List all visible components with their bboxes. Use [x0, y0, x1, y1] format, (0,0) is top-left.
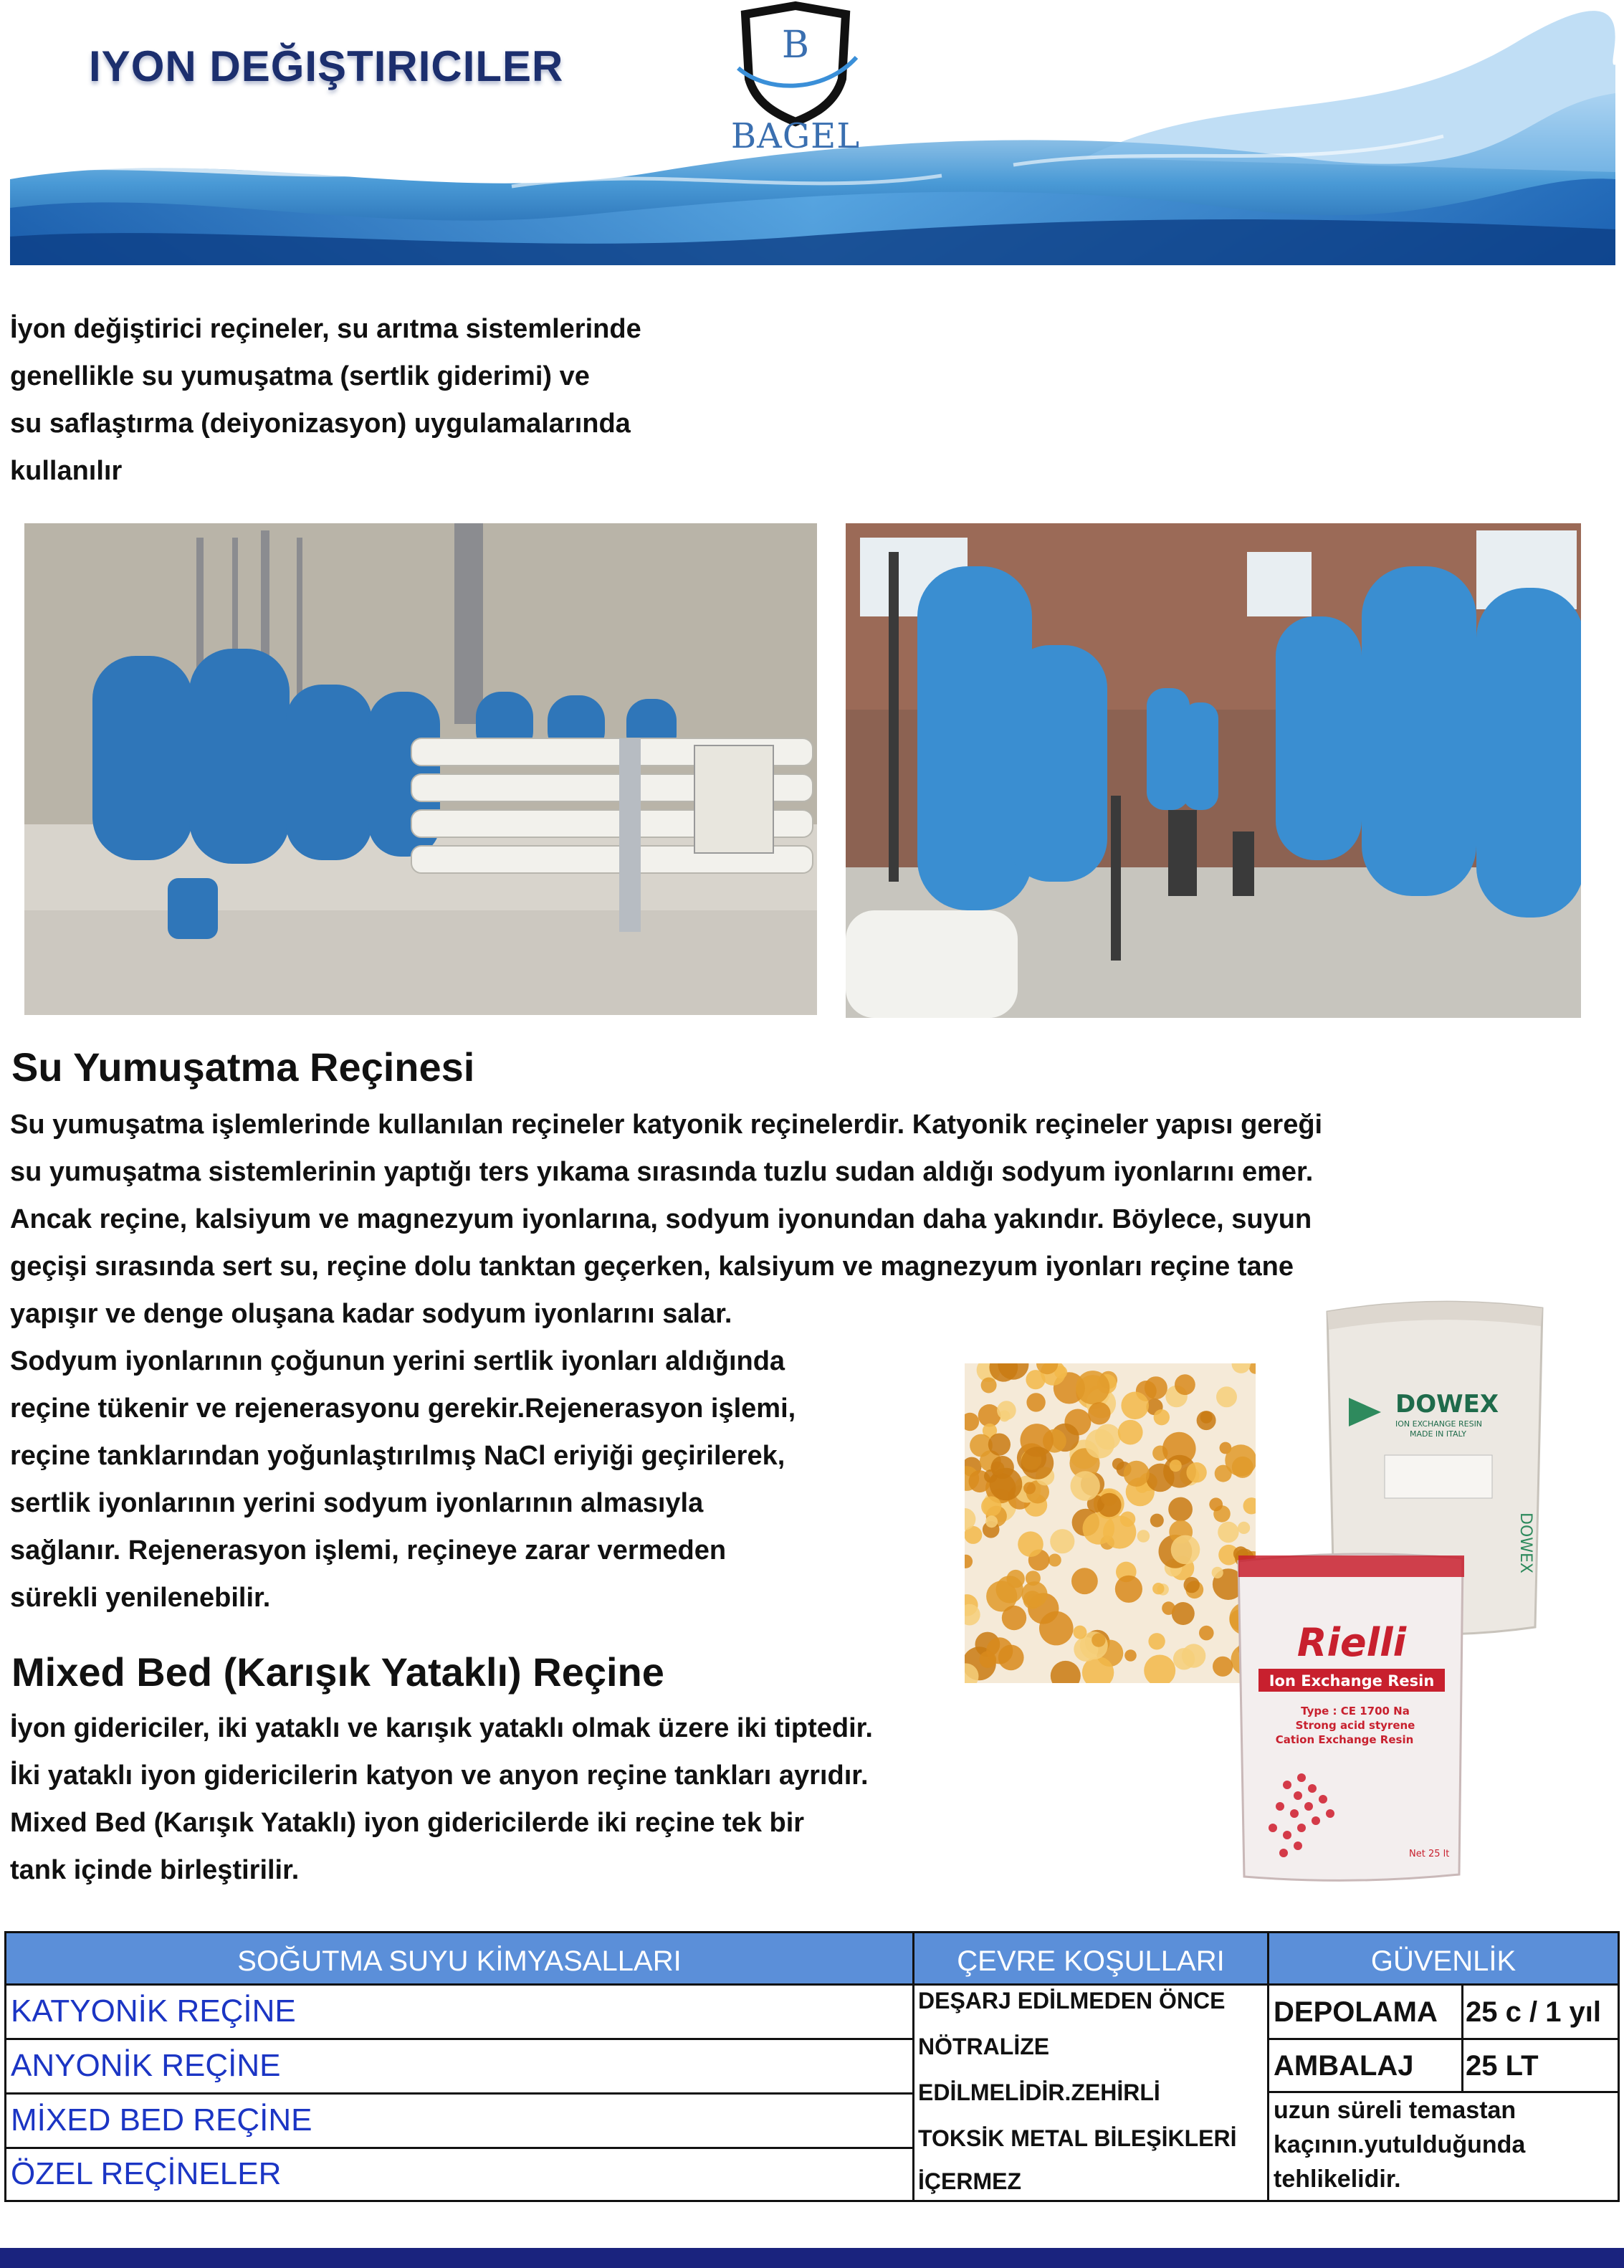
- resin-bead: [1049, 1554, 1061, 1567]
- resin-bead: [1199, 1626, 1214, 1641]
- product-mixed-bed-recine: MİXED BED REÇİNE: [11, 2102, 312, 2138]
- resin-bead: [1023, 1482, 1036, 1495]
- resin-bead: [1121, 1392, 1149, 1420]
- resin-bead: [1124, 1461, 1150, 1487]
- resin-bead: [1088, 1402, 1110, 1424]
- softening-line: sürekli yenilenebilir.: [10, 1583, 271, 1613]
- resin-bead: [1152, 1583, 1164, 1594]
- resin-bead: [1148, 1633, 1165, 1649]
- resin-bead: [1137, 1530, 1150, 1543]
- safety-note-line: tehlikelidir.: [1274, 2165, 1401, 2193]
- resin-bead: [1225, 1444, 1256, 1476]
- brand-name: BAGEL: [730, 116, 861, 156]
- resin-bead: [1018, 1531, 1043, 1557]
- rielli-resin-bag-image: [1230, 1548, 1473, 1885]
- safety-note-line: uzun süreli temastan: [1274, 2097, 1516, 2124]
- storage-value: 25 c / 1 yıl: [1466, 1996, 1602, 2028]
- environment-line: EDİLMELİDİR.ZEHİRLİ: [918, 2079, 1160, 2105]
- intro-paragraph: [10, 305, 641, 495]
- softening-line: reçine tükenir ve rejenerasyonu gerekir.Rejenerasyon işlemi,: [10, 1393, 796, 1424]
- resin-bead: [1083, 1512, 1115, 1545]
- softening-line: Ancak reçine, kalsiyum ve magnezyum iyonlarına, sodyum iyonundan daha yakındır. Böylece, suyun: [10, 1204, 1312, 1234]
- intro-line: su saflaştırma (deiyonizasyon) uygulamalarında: [10, 409, 631, 439]
- column-divider: [1267, 1933, 1269, 2200]
- resin-bead: [1118, 1420, 1143, 1445]
- resin-bead: [1073, 1626, 1086, 1639]
- softening-line: Su yumuşatma işlemlerinde kullanılan reçineler katyonik reçinelerdir. Katyonik reçineler yapısı gereği: [10, 1110, 1323, 1140]
- resin-bead: [1007, 1570, 1025, 1588]
- footer-bar: [0, 2248, 1624, 2268]
- resin-bead: [1076, 1371, 1109, 1404]
- resin-bead: [1175, 1374, 1195, 1395]
- product-spec-table: [4, 1931, 1620, 2202]
- resin-bead: [1186, 1462, 1206, 1482]
- resin-bead: [1162, 1601, 1175, 1615]
- rielli-desc-line: Cation Exchange Resin: [1275, 1733, 1414, 1746]
- environment-line: NÖTRALİZE: [918, 2034, 1050, 2059]
- rielli-type: Type : CE 1700 Na: [1301, 1705, 1410, 1717]
- dowex-side-label: DOWEX: [1516, 1512, 1534, 1573]
- resin-bead: [991, 1456, 1014, 1479]
- resin-beads-photo: [965, 1363, 1256, 1683]
- dowex-subtitle: ION EXCHANGE RESIN: [1395, 1419, 1483, 1429]
- rielli-label: Rielli: [1296, 1620, 1407, 1665]
- mixed-bed-heading: Mixed Bed (Karışık Yataklı) Reçine: [11, 1649, 664, 1695]
- resin-bead: [1071, 1568, 1098, 1594]
- row-divider: [1269, 2038, 1618, 2040]
- resin-bead: [1238, 1522, 1250, 1534]
- resin-bead: [1097, 1493, 1122, 1517]
- resin-bead: [1112, 1458, 1124, 1470]
- logo-letter: B: [781, 24, 810, 67]
- storage-label: DEPOLAMA: [1274, 1996, 1438, 2028]
- softening-line: Sodyum iyonlarının çoğunun yerini sertlik iyonları aldığında: [10, 1346, 785, 1376]
- resin-bead: [1173, 1648, 1195, 1669]
- resin-bead: [1218, 1522, 1238, 1543]
- rielli-subtitle: Ion Exchange Resin: [1269, 1672, 1435, 1690]
- product-ozel-recineler: ÖZEL REÇİNELER: [11, 2156, 282, 2191]
- resin-bead: [1002, 1606, 1026, 1630]
- resin-bead: [1124, 1649, 1137, 1662]
- safety-note-line: kaçının.yutulduğunda: [1274, 2131, 1526, 2158]
- header-safety: GÜVENLİK: [1269, 1933, 1618, 1983]
- softening-line: sertlik iyonlarının yerini sodyum iyonlarının almasıyla: [10, 1488, 704, 1518]
- intro-line: kullanılır: [10, 456, 123, 486]
- resin-bead: [997, 1401, 1016, 1420]
- resin-bead: [1216, 1386, 1237, 1407]
- mixed-bed-line: İyon gidericiler, iki yataklı ve karışık yataklı olmak üzere iki tiptedir.: [10, 1713, 873, 1743]
- resin-bead: [1172, 1602, 1195, 1625]
- softening-line: sağlanır. Rejenerasyon işlemi, reçineye zarar vermeden: [10, 1535, 727, 1566]
- softening-line: yapışır ve denge oluşana kadar sodyum iyonlarını salar.: [10, 1299, 732, 1329]
- resin-bead: [1168, 1497, 1193, 1522]
- rielli-net: Net 25 lt: [1409, 1849, 1450, 1859]
- water-treatment-plant-photo-left: [24, 523, 817, 1015]
- mixed-bed-line: Mixed Bed (Karışık Yataklı) iyon gidericilerde iki reçine tek bir: [10, 1808, 805, 1838]
- mixed-bed-paragraph: [10, 1705, 873, 1894]
- environment-line: DEŞARJ EDİLMEDEN ÖNCE: [918, 1988, 1226, 2014]
- header-environment: ÇEVRE KOŞULLARI: [914, 1933, 1267, 1983]
- resin-bead: [981, 1378, 997, 1393]
- row-divider: [6, 2147, 912, 2149]
- resin-bead: [1021, 1447, 1054, 1480]
- resin-bead: [1071, 1471, 1100, 1500]
- dowex-label: DOWEX: [1395, 1390, 1499, 1419]
- resin-bead: [988, 1434, 1011, 1456]
- product-katyonik-recine: KATYONİK REÇİNE: [11, 1993, 296, 2029]
- packaging-label: AMBALAJ: [1274, 2050, 1414, 2082]
- header-divider: [6, 1983, 1618, 1986]
- resin-bead: [1021, 1581, 1047, 1607]
- water-treatment-plant-photo-right: [846, 523, 1581, 1018]
- mixed-bed-line: İki yataklı iyon gidericilerin katyon ve anyon reçine tankları ayrıdır.: [10, 1760, 869, 1791]
- mixed-bed-line: tank içinde birleştirilir.: [10, 1855, 300, 1885]
- row-divider: [1269, 2091, 1618, 2093]
- intro-line: İyon değiştirici reçineler, su arıtma sistemlerinde: [10, 314, 641, 344]
- resin-bead: [1171, 1535, 1200, 1565]
- resin-bead: [998, 1645, 1024, 1671]
- resin-bead: [1154, 1409, 1170, 1425]
- resin-bead: [981, 1496, 1001, 1516]
- column-divider: [912, 1933, 914, 2200]
- resin-bead: [1026, 1393, 1045, 1411]
- resin-bead: [1115, 1576, 1142, 1603]
- page-title: IYON DEĞIŞTIRICILER: [89, 42, 564, 90]
- rielli-desc-line: Strong acid styrene: [1295, 1719, 1415, 1732]
- dowex-made-in: MADE IN ITALY: [1410, 1429, 1466, 1439]
- resin-bead: [1209, 1497, 1223, 1511]
- resin-bead: [1039, 1611, 1074, 1646]
- resin-bead: [1050, 1529, 1074, 1553]
- resin-bead: [1085, 1429, 1114, 1459]
- resin-bead: [1170, 1459, 1182, 1472]
- environment-line: TOKSİK METAL BİLEŞİKLERİ: [918, 2125, 1237, 2151]
- resin-bead: [1150, 1514, 1164, 1528]
- resin-bead: [1212, 1567, 1223, 1578]
- packaging-value: 25 LT: [1466, 2050, 1539, 2082]
- environment-line: İÇERMEZ: [918, 2168, 1021, 2194]
- resin-bead: [985, 1515, 998, 1528]
- softening-heading: Su Yumuşatma Reçinesi: [11, 1044, 475, 1090]
- resin-bead: [1092, 1633, 1105, 1647]
- resin-bead: [1184, 1577, 1200, 1593]
- intro-line: genellikle su yumuşatma (sertlik giderimi) ve: [10, 361, 590, 391]
- resin-bead: [1197, 1411, 1216, 1430]
- header-products: SOĞUTMA SUYU KİMYASALLARI: [6, 1933, 912, 1983]
- safety-inner-divider: [1461, 1983, 1463, 2091]
- product-anyonik-recine: ANYONİK REÇİNE: [11, 2048, 281, 2083]
- softening-line: su yumuşatma sistemlerinin yaptığı ters yıkama sırasında tuzlu sudan aldığı sodyum iyonlarını emer.: [10, 1157, 1314, 1187]
- softening-line: geçişi sırasında sert su, reçine dolu tanktan geçerken, kalsiyum ve magnezyum iyonları reçine tane: [10, 1252, 1294, 1282]
- softening-line: reçine tanklarından yoğunlaştırılmış NaCl eriyiği geçirilerek,: [10, 1441, 785, 1471]
- row-divider: [6, 2038, 912, 2040]
- row-divider: [6, 2092, 912, 2095]
